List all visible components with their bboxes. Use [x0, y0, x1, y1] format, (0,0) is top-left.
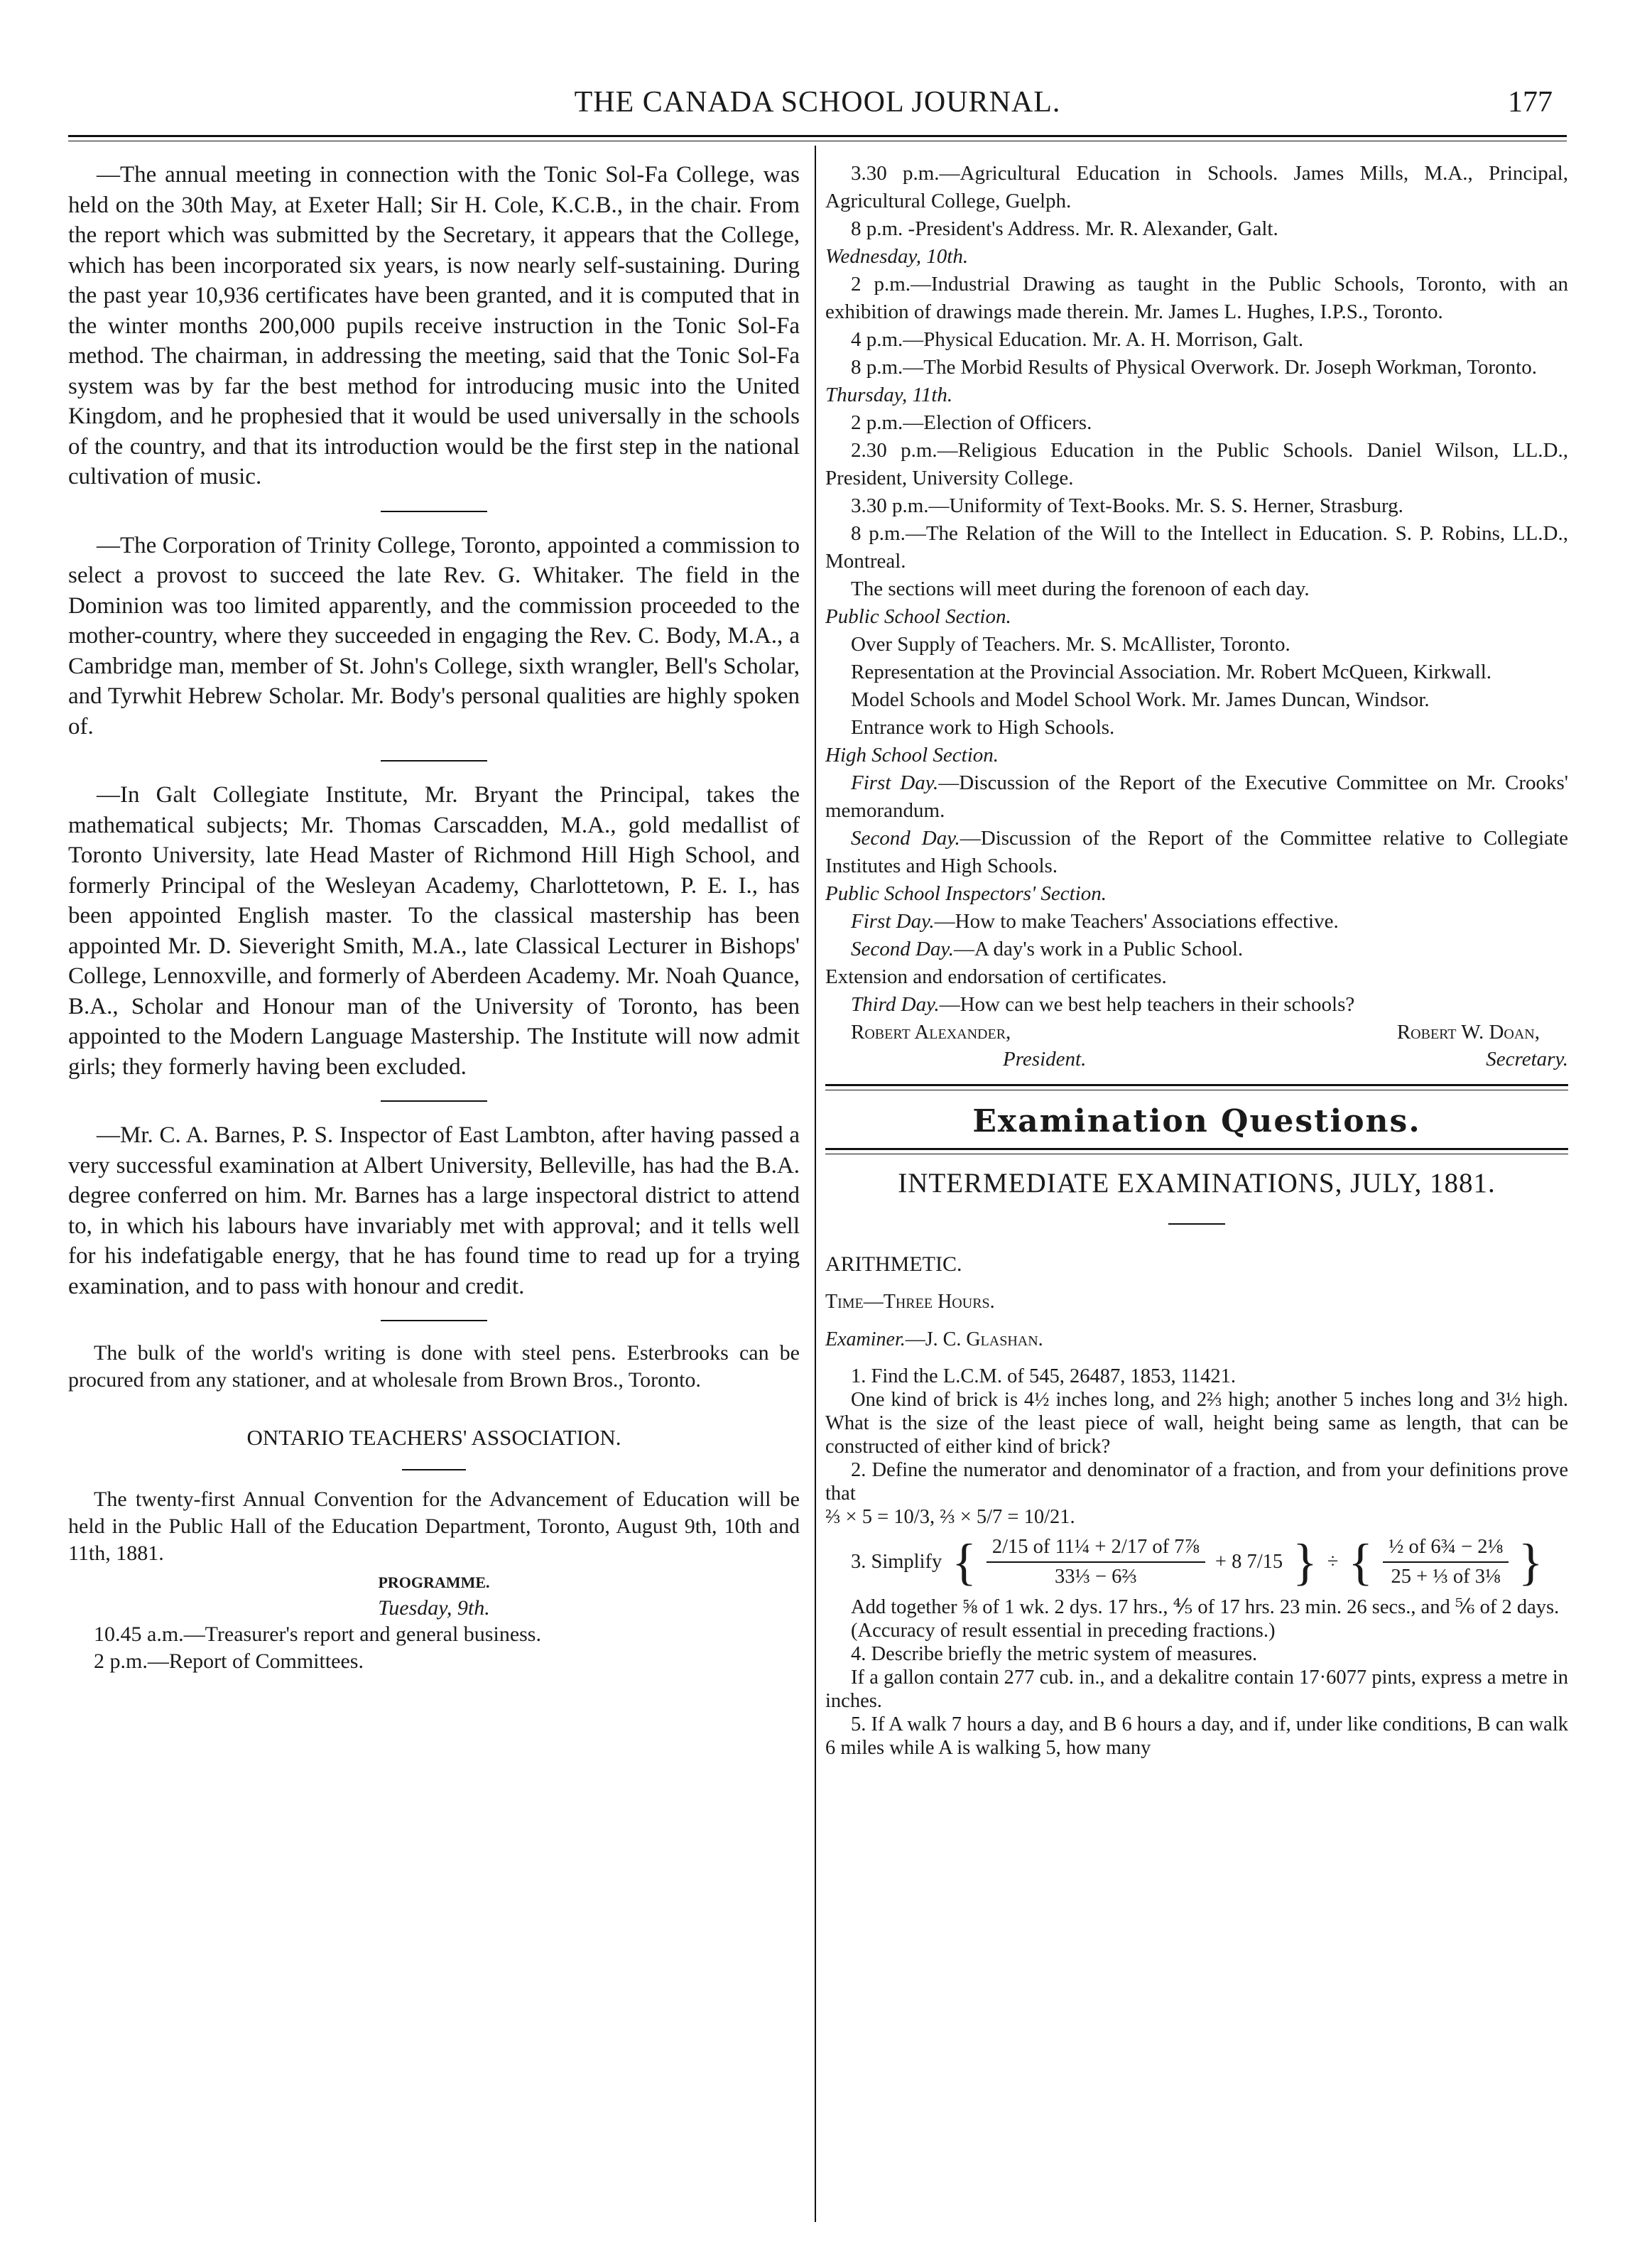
exam-title: INTERMEDIATE EXAMINATIONS, JULY, 1881.	[898, 1168, 1496, 1198]
subject-heading: ARITHMETIC.	[825, 1252, 962, 1276]
header-rule	[68, 135, 1567, 137]
left-column	[68, 160, 800, 1675]
day-text: —Discussion of the Report of the Committee relative to Collegiate Institutes and High Schools.	[825, 827, 1568, 877]
day-heading-thursday: Thursday, 11th.	[825, 384, 953, 406]
separator	[381, 511, 487, 512]
question-3c: (Accuracy of result essential in preceding fractions.)	[851, 1620, 1276, 1642]
question-3-label: 3. Simplify	[851, 1551, 942, 1573]
advertisement-esterbrooks: The bulk of the world's writing is done with steel pens. Esterbrooks can be procured from any stationer, and at wholesale from Brown Bros., Toronto.	[68, 1341, 800, 1392]
programme-item: 8 p.m. -President's Address. Mr. R. Alexander, Galt.	[851, 217, 1278, 240]
examiner-name: —J. C. Glashan.	[905, 1328, 1043, 1350]
journal-title: THE CANADA SCHOOL JOURNAL.	[574, 86, 1061, 119]
signature-titles	[825, 1046, 1568, 1073]
exam-time: Time—Three Hours.	[825, 1291, 995, 1313]
question-3b: Add together ⅝ of 1 wk. 2 dys. 17 hrs., ⅘ of 17 hrs. 23 min. 26 secs., and ⅚ of 2 days.	[851, 1596, 1560, 1618]
section-item	[825, 908, 1568, 936]
programme-heading: PROGRAMME.	[378, 1573, 490, 1591]
section-item	[825, 769, 1568, 825]
ota-intro: The twenty-first Annual Convention for the Advancement of Education will be held in the Public Hall of the Education Department, Toronto, August 9th, 10th and 11th, 1881.	[68, 1488, 800, 1565]
article-trinity-college: —The Corporation of Trinity College, Toronto, appointed a commission to select a provost to succeed the late Rev. G. Whitaker. The field in the Dominion was too limited apparently, and the commission proceeded to the mother-country, where they succeeded in engaging the Rev. C. Body, M.A., a Cambridge man, member of St. John's College, sixth wrangler, Bell's Scholar, and Tyrwhit Hebrew Scholar. Mr. Body's personal qualities are highly spoken of.	[68, 532, 800, 739]
programme-item: 8 p.m.—The Morbid Results of Physical Overwork. Dr. Joseph Workman, Toronto.	[851, 356, 1537, 379]
left-brace: {	[952, 1534, 977, 1591]
question-1b: One kind of brick is 4½ inches long, and 2⅔ high; another 5 inches long and 3½ high. What is the size of the least piece of wall, height being same as length, that can be constructed of either kind of brick?	[825, 1389, 1568, 1458]
question-1: 1. Find the L.C.M. of 545, 26487, 1853, 11421.	[851, 1365, 1237, 1387]
programme-item: 2 p.m.—Industrial Drawing as taught in the Public Schools, Toronto, with an exhibition of drawings made therein. Mr. James L. Hughes, I.P.S., Toronto.	[825, 273, 1568, 323]
question-4: 4. Describe briefly the metric system of measures.	[851, 1643, 1258, 1665]
programme-item: 2 p.m.—Election of Officers.	[851, 411, 1092, 434]
right-brace: }	[1293, 1534, 1317, 1591]
fraction-1-numerator: 2/15 of 11¼ + 2/17 of 7⅞	[987, 1533, 1205, 1563]
day-label: First Day.	[851, 771, 939, 794]
president-name: Robert Alexander,	[851, 1021, 1011, 1044]
president-title: President.	[1003, 1048, 1087, 1071]
programme-item: 2 p.m.—Report of Committees.	[94, 1649, 364, 1673]
fraction-2	[1383, 1533, 1509, 1591]
right-column	[825, 160, 1568, 1760]
separator	[1168, 1223, 1225, 1225]
divide-sign: ÷	[1327, 1551, 1339, 1573]
right-brace: }	[1518, 1534, 1543, 1591]
section-item: Over Supply of Teachers. Mr. S. McAllister, Toronto.	[851, 633, 1290, 656]
section-rule	[825, 1148, 1568, 1154]
question-5: 5. If A walk 7 hours a day, and B 6 hours a day, and if, under like conditions, B can walk 6 miles while A is walking 5, how many	[825, 1713, 1568, 1759]
question-2: 2. Define the numerator and denominator of a fraction, and from your definitions prove that	[825, 1459, 1568, 1505]
examiner-line	[825, 1326, 1568, 1353]
exam-banner: Examination Questions.	[972, 1103, 1421, 1139]
section-heading-inspectors: Public School Inspectors' Section.	[825, 882, 1107, 905]
day-label: Second Day.	[851, 827, 960, 850]
separator	[402, 1469, 466, 1470]
day-label: Second Day.	[851, 938, 954, 960]
day-text: —How can we best help teachers in their schools?	[939, 993, 1355, 1016]
signatures	[825, 1019, 1568, 1046]
section-heading-high: High School Section.	[825, 744, 999, 766]
programme-item: 10.45 a.m.—Treasurer's report and general business.	[94, 1622, 541, 1646]
section-rule	[825, 1084, 1568, 1090]
fraction-2-numerator: ½ of 6¾ − 2⅛	[1383, 1533, 1509, 1563]
section-item	[825, 991, 1568, 1019]
page-number: 177	[1508, 86, 1553, 119]
plus-term: + 8 7/15	[1214, 1551, 1283, 1573]
day-heading-wednesday: Wednesday, 10th.	[825, 245, 969, 268]
day-label: Third Day.	[851, 993, 940, 1016]
secretary-name: Robert W. Doan,	[1396, 1021, 1540, 1044]
examiner-label: Examiner.	[825, 1328, 906, 1350]
fraction-1	[987, 1533, 1205, 1591]
day-text: —A day's work in a Public School.	[953, 938, 1244, 960]
section-item	[825, 825, 1568, 880]
article-galt-collegiate: —In Galt Collegiate Institute, Mr. Bryant the Principal, takes the mathematical subjects; Mr. Thomas Carscadden, M.A., gold medallist of Toronto University, late Head Master of Richmond Hill High School, and formerly Principal of the Wesleyan Academy, Charlottetown, P. E. I., has been appointed English master. To the classical mastership has been appointed Mr. D. Sieveright Smith, M.A., late Classical Lecturer in Bishops' College, Lennoxville, and formerly of Aberdeen Academy. Mr. Noah Quance, B.A., Scholar and Honour man of the University of Toronto, has been appointed to the Modern Language Mastership. The Institute will now admit girls; they formerly having been excluded.	[68, 782, 800, 1080]
day-text: —How to make Teachers' Associations effective.	[934, 910, 1339, 933]
separator	[381, 1100, 487, 1102]
sections-note: The sections will meet during the forenoon of each day.	[851, 578, 1310, 600]
programme-item: 8 p.m.—The Relation of the Will to the Intellect in Education. S. P. Robins, LL.D., Montreal.	[825, 522, 1568, 573]
programme-item: 2.30 p.m.—Religious Education in the Public Schools. Daniel Wilson, LL.D., President, University College.	[825, 439, 1568, 489]
left-brace: {	[1348, 1534, 1373, 1591]
ota-title: ONTARIO TEACHERS' ASSOCIATION.	[246, 1425, 621, 1450]
fraction-2-denominator: 25 + ⅓ of 3⅛	[1391, 1566, 1501, 1588]
day-label: First Day.	[851, 910, 935, 933]
section-item: Entrance work to High Schools.	[851, 716, 1115, 739]
day-text: —Discussion of the Report of the Executive Committee on Mr. Crooks' memorandum.	[825, 771, 1568, 822]
question-4b: If a gallon contain 277 cub. in., and a dekalitre contain 17·6077 pints, express a metre in inches.	[825, 1667, 1568, 1712]
programme-item: 4 p.m.—Physical Education. Mr. A. H. Morrison, Galt.	[851, 328, 1304, 351]
column-divider	[815, 146, 816, 2222]
secretary-title: Secretary.	[1486, 1048, 1568, 1071]
section-item: Model Schools and Model School Work. Mr. James Duncan, Windsor.	[851, 688, 1430, 711]
programme-item: 3.30 p.m.—Agricultural Education in Schools. James Mills, M.A., Principal, Agricultural College, Guelph.	[825, 162, 1568, 212]
question-3-formula	[851, 1533, 1568, 1591]
section-item	[825, 936, 1568, 963]
section-item: Representation at the Provincial Association. Mr. Robert McQueen, Kirkwall.	[851, 661, 1492, 683]
section-heading-public: Public School Section.	[825, 605, 1011, 628]
day-heading-tuesday: Tuesday, 9th.	[378, 1596, 490, 1620]
article-tonic-sol-fa: —The annual meeting in connection with the Tonic Sol-Fa College, was held on the 30th May, at Exeter Hall; Sir H. Cole, K.C.B., in the chair. From the report which was submitted by the Secretary, it appears that the College, which has been incorporated six years, is now nearly self-sustaining. During the past year 10,936 certificates have been granted, and it is computed that in the winter months 200,000 pupils receive instruction in the Tonic Sol-Fa method. The chairman, in addressing the meeting, said that the Tonic Sol-Fa system was by far the best method for introducing music into the United Kingdom, and he prophesied that it would be used universally in the schools of the country, and that its introduction would be the first step in the national cultivation of music.	[68, 162, 800, 489]
section-item: Extension and endorsation of certificates.	[825, 965, 1167, 988]
article-barnes: —Mr. C. A. Barnes, P. S. Inspector of East Lambton, after having passed a very successful examination at Albert University, Belleville, has had the B.A. degree conferred on him. Mr. Barnes has a large inspectoral district to attend to, in which his labours have invariably met with approval; and it tells well for his indefatigable energy, that he has found time to read up for a trying examination, and to pass with honour and credit.	[68, 1122, 800, 1299]
separator	[381, 1320, 487, 1321]
separator	[381, 760, 487, 762]
page-header	[68, 80, 1567, 129]
programme-item: 3.30 p.m.—Uniformity of Text-Books. Mr. S. S. Herner, Strasburg.	[851, 494, 1403, 517]
fraction-1-denominator: 33⅓ − 6⅔	[1054, 1566, 1137, 1588]
question-2-equation: ⅔ × 5 = 10/3, ⅔ × 5/7 = 10/21.	[825, 1506, 1075, 1528]
